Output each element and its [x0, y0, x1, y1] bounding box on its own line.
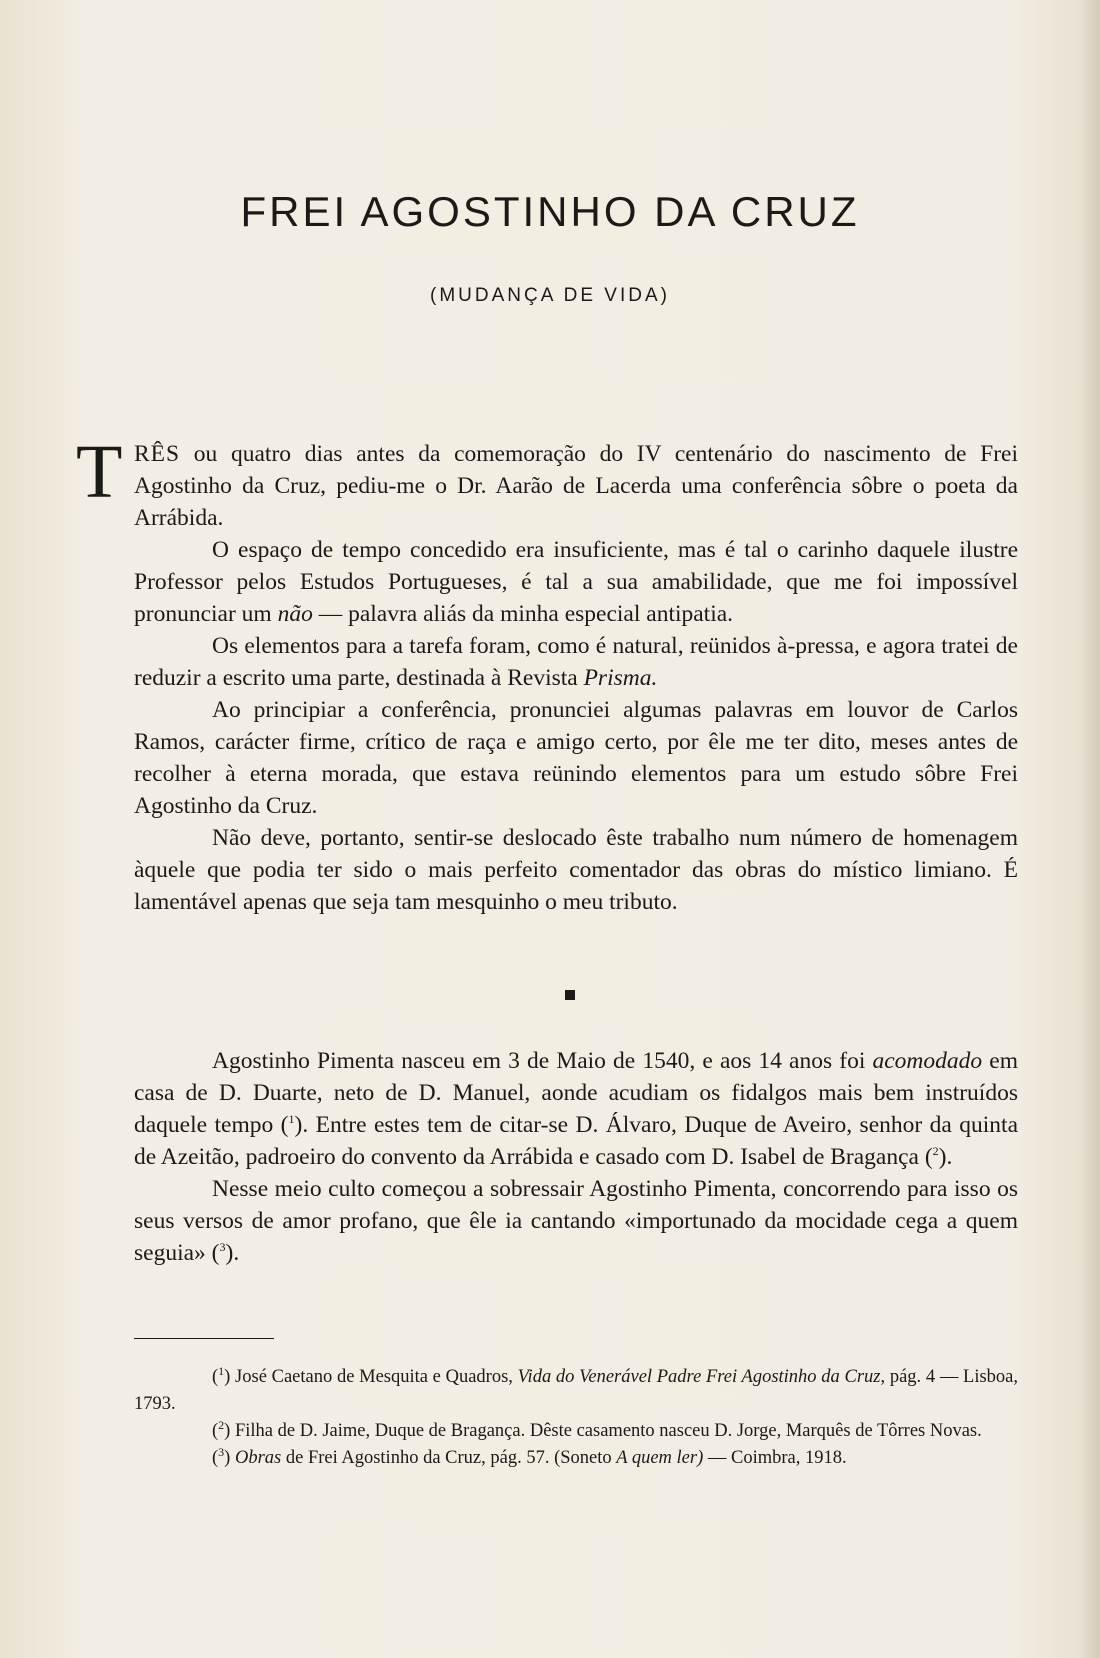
intro-text — [76, 430, 1018, 918]
paragraph-6-text-a: Agostinho Pimenta nasceu em 3 de Maio de 1540, e aos 14 anos foi — [212, 1048, 873, 1074]
footnote-ref-2[interactable]: 2 — [932, 1144, 939, 1159]
paragraph-3-emphasis: Prisma. — [583, 665, 658, 691]
footnote-1-text-b: , pág. 4 — Lisboa, 1793. — [134, 1367, 1019, 1414]
paragraph-1 — [76, 430, 1018, 534]
footnote-2-mark: 2 — [218, 1417, 225, 1432]
footnote-rule — [134, 1338, 274, 1339]
paragraph-6-text-c: ). Entre estes tem de citar-se D. Álvaro, Duque de Aveiro, senhor da quinta de Azeitão, padroeiro do convento da Arrábida e casado com D. Isabel de Bragança ( — [134, 1112, 1018, 1170]
footnote-3-text-b: — Coimbra, 1918. — [703, 1448, 847, 1468]
paragraph-6-text-b: em casa de D. Duarte, neto de D. Manuel, aonde acudiam os fidalgos mais bem instruídos daquele tempo ( — [134, 1048, 1018, 1138]
paragraph-4: Ao principiar a conferência, pronunciei algumas palavras em louvor de Carlos Ramos, carácter firme, crítico de raça e amigo certo, por êle me ter dito, meses antes de recolher à eterna morada, que estava reünindo elementos para um estudo sôbre Frei Agostinho da Cruz. — [134, 697, 1018, 819]
paragraph-6-text-d: ). — [938, 1144, 953, 1170]
paragraph-7-text-a: Nesse meio culto começou a sobressair Agostinho Pimenta, concorrendo para isso os seus versos de amor profano, que êle ia cantando «importunado da mocidade cega a quem seguia» ( — [134, 1176, 1018, 1266]
footnote-3-title: Obras — [234, 1448, 282, 1468]
footnote-3-mark: 3 — [218, 1444, 225, 1459]
paragraph-7-text-b: ). — [225, 1240, 240, 1266]
paragraph-2-emphasis: não — [277, 601, 313, 627]
footnote-3-sonnet: A quem ler) — [616, 1448, 704, 1468]
paragraph-2-text-b: — palavra aliás da minha especial antipatia. — [312, 601, 734, 627]
footnote-ref-3[interactable]: 3 — [219, 1240, 226, 1255]
footnote-1-text-a: José Caetano de Mesquita e Quadros, — [230, 1367, 518, 1387]
paragraph-3-text: Os elementos para a tarefa foram, como é natural, reünidos à-pressa, e agora tratei de reduzir a escrito uma parte, destinada à Revista — [134, 633, 1018, 691]
footnote-3-text-a: de Frei Agostinho da Cruz, pág. 57. (Soneto — [281, 1448, 617, 1468]
paragraph-6-emphasis: acomodado — [872, 1048, 983, 1074]
paragraph-2 — [134, 534, 1018, 630]
footnote-1-mark: 1 — [218, 1363, 225, 1378]
paragraph-5: Não deve, portanto, sentir-se deslocado êste trabalho num número de homenagem àquele que podia ter sido o mais perfeito comentador das obras do místico limiano. É lamentável apenas que seja tam mesquinho o meu tributo. — [134, 825, 1018, 915]
footnote-3: ($^3$) Obras de Frei Agostinho da Cruz, pág. 57. (Soneto A quem ler) — Coimbra, 1918. — [212, 1444, 847, 1468]
footnote-2-text: Filha de D. Jaime, Duque de Bragança. Dêste casamento nasceu D. Jorge, Marquês de Tôrres Novas. — [230, 1421, 982, 1441]
paragraph-2-text-a: O espaço de tempo concedido era insuficiente, mas é tal o carinho daquele ilustre Professor pelos Estudos Portugueses, é tal a sua amabilidade, que me foi impossível pronunciar um — [134, 537, 1018, 627]
paragraph-1-text: ou quatro dias antes da comemoração do IV centenário do nascimento de Frei Agostinho da Cruz, pediu-me o Dr. Aarão de Lacerda uma conferência sôbre o poeta da Arrábida. — [134, 441, 1018, 531]
paragraph-3 — [134, 630, 1018, 694]
paragraph-7 — [134, 1173, 1018, 1269]
first-word: RÊS — [134, 441, 181, 467]
footnote-2: ($^2$) Filha de D. Jaime, Duque de Bragança. Dêste casamento nasceu D. Jorge, Marquês de Tôrres Novas. — [212, 1417, 982, 1441]
footnotes — [134, 1364, 1018, 1472]
page-title: FREI AGOSTINHO DA CRUZ — [240, 188, 860, 235]
paragraph-6 — [134, 1045, 1018, 1173]
section-separator — [565, 990, 575, 1000]
footnote-1: ($^1$) José Caetano de Mesquita e Quadros, Vida do Venerável Padre Frei Agostinho da Cruz, pág. 4 — Lisboa, 1793. — [134, 1363, 1019, 1414]
page-subtitle: (MUDANÇA DE VIDA) — [430, 285, 670, 306]
page-edge-shadow — [1078, 0, 1100, 1658]
footnote-1-title: Vida do Venerável Padre Frei Agostinho da Cruz — [517, 1367, 881, 1387]
section-2-text — [134, 1045, 1018, 1269]
footnote-ref-1[interactable]: 1 — [288, 1112, 295, 1127]
drop-cap: T — [76, 430, 123, 514]
